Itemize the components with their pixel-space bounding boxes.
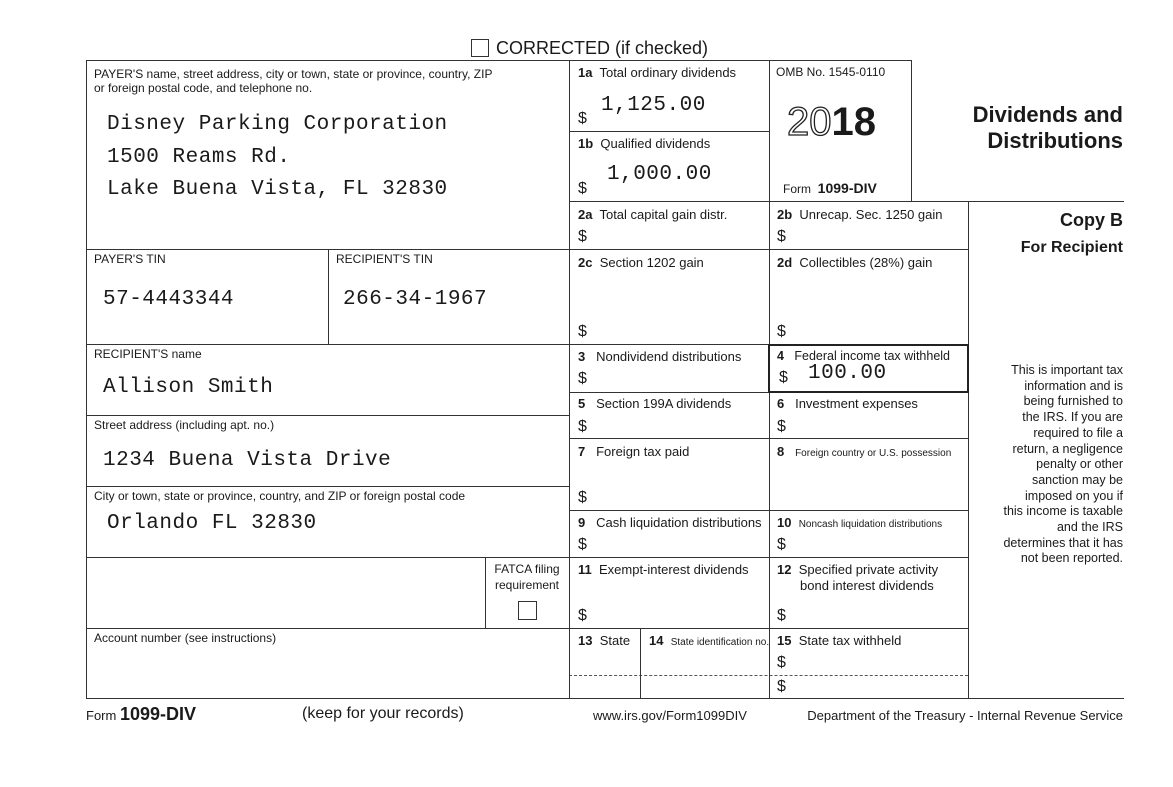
notice-line: information and is: [1024, 378, 1123, 393]
footer-dept: Department of the Treasury - Internal Revenue Service: [807, 708, 1123, 723]
notice-line: penalty or other: [1036, 457, 1123, 472]
rule-street: [86, 486, 569, 487]
rule-top: [86, 60, 911, 61]
box10-dollar: $: [777, 536, 786, 553]
footer-keep-records: (keep for your records): [302, 705, 464, 722]
city-address-label: City or town, state or province, country, and ZIP or foreign postal code: [94, 489, 466, 503]
rule-1b: [569, 131, 769, 132]
box3-dollar: $: [578, 370, 587, 387]
notice-line: determines that it has: [1003, 535, 1123, 550]
notice-line: not been reported.: [1020, 551, 1123, 566]
copy-title: Copy B: [1060, 210, 1123, 230]
form-title-line1: Dividends and: [972, 102, 1123, 127]
rule-recip-name: [86, 415, 569, 416]
box1a-dollar: $: [578, 110, 587, 127]
payer-tin-label: PAYER'S TIN: [94, 252, 166, 266]
payer-city[interactable]: Lake Buena Vista, FL 32830: [107, 178, 448, 201]
fatca-checkbox[interactable]: [518, 601, 537, 620]
copy-subtitle: For Recipient: [1020, 239, 1123, 256]
box15-label: 15 State tax withheld: [777, 633, 902, 648]
recipient-tin-value[interactable]: 266-34-1967: [343, 288, 488, 311]
notice-line: imposed on you if: [1025, 488, 1123, 503]
box2a-dollar: $: [578, 228, 587, 245]
vrule-col2: [569, 60, 570, 699]
box1b-dollar: $: [578, 180, 587, 197]
notice-line: sanction may be: [1031, 472, 1123, 487]
city-address-value[interactable]: Orlando FL 32830: [107, 512, 317, 535]
rule-row9: [86, 628, 968, 629]
box2a-label: 2a Total capital gain distr.: [578, 207, 728, 222]
payer-street[interactable]: 1500 Reams Rd.: [107, 146, 291, 169]
box9-dollar: $: [578, 536, 587, 553]
notice-line: required to file a: [1033, 425, 1123, 440]
box12-dollar: $: [777, 607, 786, 624]
box5-label: 5 Section 199A dividends: [578, 396, 732, 411]
street-address-value[interactable]: 1234 Buena Vista Drive: [103, 449, 392, 472]
box6-dollar: $: [777, 418, 786, 435]
box2b-label: 2b Unrecap. Sec. 1250 gain: [777, 207, 943, 222]
box1a-value[interactable]: 1,125.00: [601, 94, 706, 117]
tax-year: [787, 100, 876, 144]
footer-form-ref: Form 1099-DIV: [86, 704, 197, 724]
box1a-label: 1a Total ordinary dividends: [578, 65, 737, 80]
vrule-omb-right: [911, 60, 912, 201]
box7-dollar: $: [578, 489, 587, 506]
vrule-left: [86, 60, 87, 699]
box2d-label: 2d Collectibles (28%) gain: [777, 255, 933, 270]
box5-dollar: $: [578, 418, 587, 435]
omb-form-ref: Form 1099-DIV: [783, 180, 877, 196]
tax-year-prefix: 20: [787, 100, 832, 144]
fatca-label-line1: FATCA filing: [494, 562, 560, 576]
notice-line: the IRS. If you are: [1022, 410, 1123, 425]
footer-url[interactable]: www.irs.gov/Form1099DIV: [593, 708, 747, 723]
notice-text: [1003, 363, 1123, 567]
rule-right-top: [968, 201, 1124, 202]
payer-header-line2: or foreign postal code, and telephone no.: [94, 81, 313, 95]
recipient-name-value[interactable]: Allison Smith: [103, 376, 274, 399]
notice-line: and the IRS: [1056, 520, 1123, 535]
payer-tin-value[interactable]: 57-4443344: [103, 288, 235, 311]
box10-label: 10 Noncash liquidation distributions: [777, 515, 943, 530]
box4-value[interactable]: 100.00: [808, 362, 887, 385]
box2d-dollar: $: [777, 323, 786, 340]
corrected-checkbox[interactable]: [471, 39, 489, 57]
account-label: Account number (see instructions): [94, 631, 277, 645]
vrule-fatca: [485, 557, 486, 628]
notice-line: This is important tax: [1011, 363, 1123, 377]
recipient-name-label: RECIPIENT'S name: [94, 347, 202, 361]
vrule-state: [640, 628, 641, 699]
box4-label: 4 Federal income tax withheld: [777, 349, 951, 363]
vrule-tin: [328, 249, 329, 344]
box8-label: 8 Foreign country or U.S. possession: [777, 444, 952, 459]
box15-dollar-2: $: [777, 678, 786, 695]
box1b-label: 1b Qualified dividends: [578, 136, 711, 151]
box7-label: 7 Foreign tax paid: [578, 444, 690, 459]
form-title-line2: Distributions: [987, 128, 1123, 153]
box6-label: 6 Investment expenses: [777, 396, 918, 411]
fatca-label-line2: requirement: [494, 578, 560, 592]
tax-year-suffix: 18: [831, 100, 876, 144]
box12-label-line2: bond interest dividends: [800, 578, 934, 593]
payer-name[interactable]: Disney Parking Corporation: [107, 113, 448, 136]
box2c-dollar: $: [578, 323, 587, 340]
rule-tin: [86, 249, 968, 250]
box15-dollar-1: $: [777, 654, 786, 671]
rule-city: [86, 557, 968, 558]
box2c-label: 2c Section 1202 gain: [578, 255, 704, 270]
box1b-value[interactable]: 1,000.00: [607, 163, 712, 186]
box14-label: 14 State identification no.: [649, 633, 770, 648]
box13-label: 13 State: [578, 633, 631, 648]
box4-dollar: $: [779, 369, 788, 386]
street-address-label: Street address (including apt. no.): [94, 418, 275, 432]
box12-label-line1: 12 Specified private activity: [777, 562, 939, 577]
vrule-col4: [968, 201, 969, 699]
corrected-label: CORRECTED (if checked): [496, 38, 709, 58]
box9-label: 9 Cash liquidation distributions: [578, 515, 762, 530]
payer-header-line1: PAYER'S name, street address, city or town, state or province, country, ZIP: [94, 67, 493, 81]
omb-label: OMB No. 1545-0110: [776, 65, 886, 79]
box11-label: 11 Exempt-interest dividends: [578, 562, 749, 577]
box2b-dollar: $: [777, 228, 786, 245]
recipient-tin-label: RECIPIENT'S TIN: [336, 252, 433, 266]
notice-line: this income is taxable: [1003, 504, 1123, 519]
notice-line: return, a negligence: [1012, 441, 1123, 456]
box3-label: 3 Nondividend distributions: [578, 349, 742, 364]
box11-dollar: $: [578, 607, 587, 624]
notice-line: being furnished to: [1023, 394, 1123, 409]
